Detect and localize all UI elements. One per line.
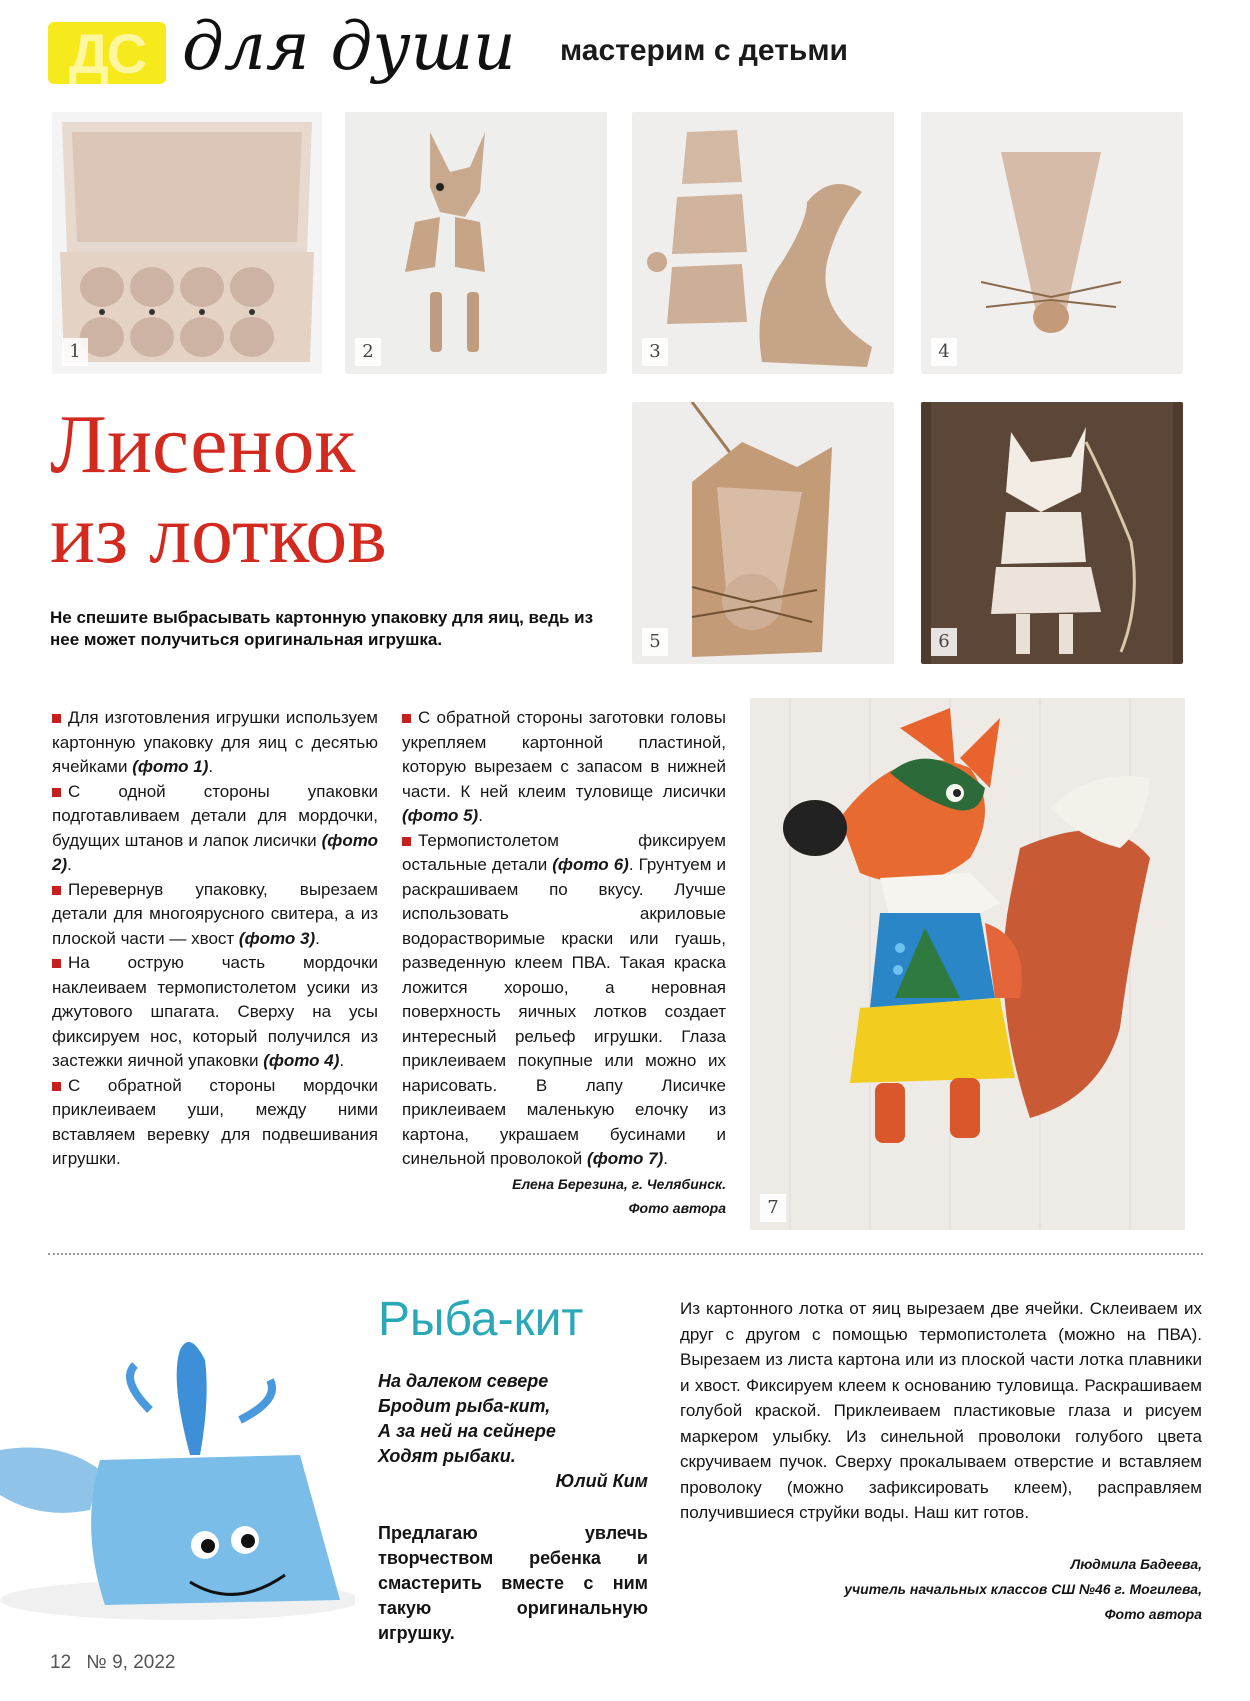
photo-7 (750, 698, 1185, 1230)
logo-text: ДС (68, 21, 146, 85)
bullet-icon (52, 714, 61, 723)
whale-poem (378, 1369, 648, 1494)
photo-3 (632, 112, 894, 374)
paragraph: С одной стороны упаковки подготавливаем детали для мордочки, будущих штанов и лапок лисички (фото 2). (52, 781, 378, 874)
head-on-board-image (632, 402, 894, 664)
section-title: для души (182, 8, 516, 85)
photo-credit: Фото автора (628, 1199, 726, 1216)
whale-photo-credit: Фото автора (1104, 1606, 1202, 1622)
poem-author: Юлий Ким (555, 1471, 648, 1491)
article-title-line-1: Лисенок (50, 398, 356, 491)
photo-2 (345, 112, 607, 374)
section-divider (48, 1253, 1203, 1255)
finished-fox-toy-image (750, 698, 1185, 1230)
paragraph: Для изготовления игрушки используем картонную упаковку для яиц с десятью ячейками (фото 1). (52, 708, 378, 776)
whale-author-role: учитель начальных классов СШ №46 г. Могилева, (844, 1581, 1202, 1597)
bullet-icon (402, 837, 411, 846)
photo-1 (52, 112, 322, 374)
paragraph: Термопистолетом фиксируем остальные детали (фото 6). Грунтуем и раскрашиваем по вкусу. Лучше использовать акриловые водорастворимые краски или гуашь, разведенную клеем ПВА. Такая краска ложится хорошо, а неровная поверхность яичных лотков создает интересный рельеф игрушки. Глаза приклеиваем покупные или можно их нарисовать. В лапу Лисичке приклеиваем маленькую елочку из картона, украшаем бусинами и синельной проволокой (фото 7). (402, 830, 726, 1168)
whale-lead: Предлагаю увлечь творчеством ребенка и смастерить вместе с ним такую оригинальную игрушку. (378, 1523, 648, 1643)
bullet-icon (52, 959, 61, 968)
whale-toy-image (0, 1320, 355, 1630)
photo-number: 2 (355, 338, 381, 366)
whale-signature (680, 1552, 1202, 1627)
page-footer (50, 1652, 175, 1674)
fox-parts-image (345, 112, 607, 374)
assembled-fox-image (921, 402, 1183, 664)
sweater-tail-parts-image (632, 112, 894, 374)
bullet-icon (52, 788, 61, 797)
photo-number: 4 (931, 338, 957, 366)
photo-number: 1 (62, 338, 88, 366)
photo-number: 6 (931, 628, 957, 656)
article-column-2 (402, 706, 726, 1220)
poem-line: А за ней на сейнере (378, 1421, 556, 1441)
photo-4 (921, 112, 1183, 374)
bullet-icon (402, 714, 411, 723)
poem-line: На далеком севере (378, 1371, 549, 1391)
whale-author: Людмила Бадеева, (1070, 1556, 1202, 1572)
whale-photo (0, 1320, 355, 1630)
paragraph: На острую часть мордочки наклеиваем термопистолетом усики из джутового шпагата. Сверху на усы фиксируем нос, который получился из застежки яичной упаковки (фото 4). (52, 953, 378, 1070)
photo-number: 5 (642, 628, 668, 656)
egg-carton-image (52, 112, 322, 374)
magazine-logo (48, 22, 166, 84)
article-title-line-2: из лотков (50, 488, 387, 581)
article-title (50, 400, 570, 580)
issue-number: № 9, 2022 (86, 1652, 176, 1673)
bullet-icon (52, 1082, 61, 1091)
photo-5 (632, 402, 894, 664)
whale-instructions: Из картонного лотка от яиц вырезаем две ячейки. Склеиваем их друг с другом с помощью термопистолета (можно на ПВА). Вырезаем из листа картона или из плоской части лотка плавники и хвост. Фиксируем клеем к основанию туловища. Раскрашиваем голубой краской. Приклеиваем пластиковые глаза и рисуем маркером улыбку. Из синельной проволоки голубого цвета скручиваем пучок. Сверху прокалываем отверстие и вставляем проволоку (можно зафиксировать клеем), расправляем получившиеся струйки воды. Наш кит готов. (680, 1299, 1202, 1522)
photo-6 (921, 402, 1183, 664)
article-lead: Не спешите выбрасывать картонную упаковку для яиц, ведь из нее может получиться оригинальная игрушка. (50, 608, 594, 649)
poem-line: Бродит рыба-кит, (378, 1396, 551, 1416)
whale-title: Рыба-кит (378, 1293, 584, 1346)
paragraph: С обратной стороны мордочки приклеиваем уши, между ними вставляем веревку для подвешивания игрушки. (52, 1075, 378, 1168)
paragraph: С обратной стороны заготовки головы укрепляем картонной пластиной, которую вырезаем с запасом в нижней части. К ней клеим туловище лисички (фото 5). (402, 708, 726, 825)
page-number: 12 (50, 1652, 72, 1673)
poem-line: Ходят рыбаки. (378, 1446, 516, 1466)
section-subtitle: мастерим с детьми (560, 34, 848, 67)
photo-number: 7 (760, 1194, 786, 1222)
article-column-1 (52, 706, 378, 1172)
muzzle-with-whiskers-image (921, 112, 1183, 374)
photo-number: 3 (642, 338, 668, 366)
article-author: Елена Березина, г. Челябинск. (512, 1175, 726, 1192)
bullet-icon (52, 886, 61, 895)
paragraph: Перевернув упаковку, вырезаем детали для многоярусного свитера, а из плоской части — хвост (фото 3). (52, 879, 378, 948)
